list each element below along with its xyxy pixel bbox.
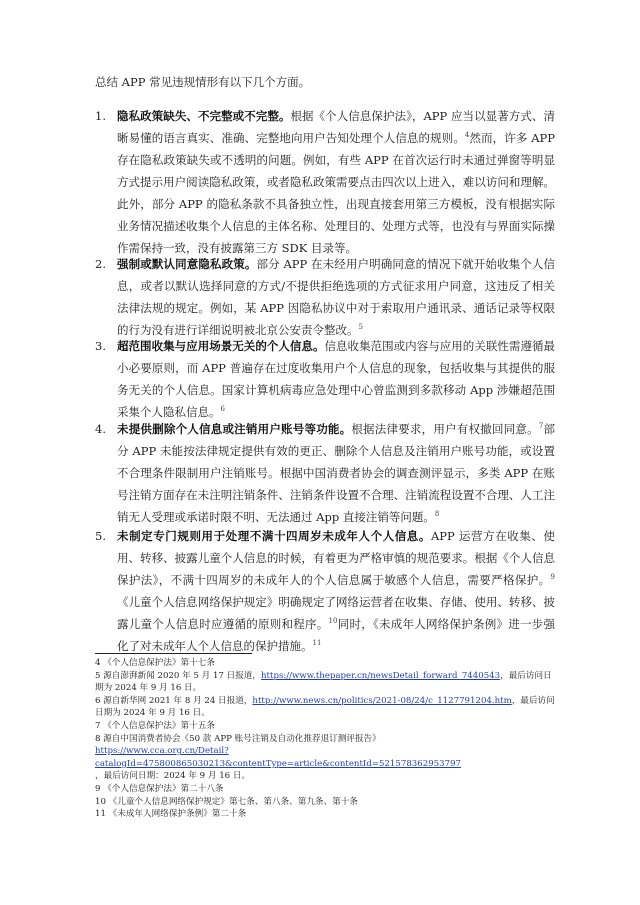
- item-heading: 未制定专门规则用于处理不满十四周岁未成年人个人信息。: [117, 529, 431, 543]
- footnote-text: 11 《未成年人网络保护条例》第二十条: [95, 809, 247, 820]
- footnotes: [95, 657, 555, 821]
- footnote-ref[interactable]: 6: [220, 405, 225, 414]
- item-heading: 隐私政策缺失、不完整或不完整。: [117, 109, 291, 123]
- footnote-text: 8 源自中国消费者协会《50 款 APP 账号注销及自动化推荐退订测评报告》: [95, 733, 381, 744]
- item-number: 5.: [95, 529, 106, 543]
- footnote-ref[interactable]: 4: [464, 131, 470, 140]
- footnote-text: 7 《个人信息保护法》第十五条: [95, 720, 215, 731]
- item-body: [117, 105, 555, 259]
- intro-paragraph: 总结 APP 常见违规情形有以下几个方面。: [95, 75, 311, 89]
- footnote: [95, 796, 555, 809]
- footnote-text: 9 《个人信息保护法》第二十八条: [95, 783, 224, 794]
- footnote: [95, 720, 555, 733]
- item-number: 1.: [95, 109, 106, 123]
- footnote: [95, 733, 555, 783]
- item-text: 部分 APP 在未经用户明确同意的情况下就开始收集个人信息，或者以默认选择同意的方式/不提供拒绝选项的方式征求用户同意，这违反了相关法律法规的规定。例如，某 APP 因隐私协议中对于索取用户通讯录、通话记录等权限的行为没有进行详细说明被北京公安责令整改。: [117, 257, 555, 337]
- item-heading: 未提供删除个人信息或注销用户账号等功能。: [117, 422, 352, 436]
- item-body: [117, 335, 555, 423]
- footnote-ref[interactable]: 9: [550, 573, 555, 582]
- footnote-ref[interactable]: 5: [358, 323, 363, 332]
- list-item: [95, 525, 555, 657]
- list-item: [95, 418, 555, 528]
- footnote: [95, 808, 555, 821]
- item-number: 4.: [95, 422, 106, 436]
- footnote: [95, 657, 555, 670]
- footnote-link[interactable]: https://www.thepaper.cn/newsDetail_forward_7440543: [261, 670, 501, 681]
- footnote-text: ，最后访问日期为 2024 年 9 月 16 日。: [95, 695, 555, 719]
- footnote-text: ，最后访问日期：2024 年 9 月 16 日。: [95, 771, 251, 782]
- footnote-link[interactable]: http://www.news.cn/politics/2021-08/24/c_1127791204.htm: [252, 695, 512, 706]
- item-text: 信息收集范围或内容与应用的关联性需遵循最小必要原则，而 APP 普遍存在过度收集用户个人信息的现象，包括收集与其提供的服务无关的个人信息。国家计算机病毒应急处理中心曾监测到多款移动 App 涉嫌超范围采集个人隐私信息。: [117, 339, 555, 419]
- footnote-text: ，最后访问日期为 2024 年 9 月 16 日。: [95, 670, 552, 694]
- footnote-divider: [95, 653, 252, 654]
- footnote: [95, 670, 555, 695]
- list-item: [95, 253, 555, 341]
- footnote: [95, 783, 555, 796]
- item-number: 2.: [95, 257, 106, 271]
- item-heading: 强制或默认同意隐私政策。: [117, 257, 257, 271]
- item-body: [117, 253, 555, 341]
- item-text: 根据《个人信息保护法》，APP 应当以显著方式、清晰易懂的语言真实、准确、完整地向用户告知处理个人信息的规则。: [117, 109, 556, 145]
- list-item: [95, 335, 555, 423]
- footnote-text: 5 源自澎湃新闻 2020 年 5 月 17 日报道，: [95, 670, 261, 681]
- footnote-ref[interactable]: 11: [312, 639, 322, 648]
- footnote-ref[interactable]: 8: [434, 510, 440, 519]
- footnote-link[interactable]: https://www.cca.org.cn/Detail?catalogId=475800865030213&contentType=article&contentId=521578362953797: [95, 746, 462, 769]
- footnote: [95, 695, 555, 720]
- item-text: APP 运营方在收集、使用、转移、披露儿童个人信息的时候，有着更为严格审慎的规范要求。根据《个人信息保护法》，不满十四周岁的未成年人的个人信息属于敏感个人信息，需要严格保护。: [117, 529, 556, 587]
- list-item: [95, 105, 555, 259]
- item-heading: 超范围收集与应用场景无关的个人信息。: [117, 339, 325, 353]
- footnote-text: 4 《个人信息保护法》第十七条: [95, 658, 215, 668]
- footnote-ref[interactable]: 7: [538, 422, 544, 431]
- item-text: 同时，《未成年人网络保护条例》进一步强化了对未成年人个人信息的保护措施。: [117, 617, 556, 653]
- item-text: 然而，许多 APP 存在隐私政策缺失或不透明的问题。例如，有些 APP 在首次运行时未通过弹窗等明显方式提示用户阅读隐私政策，或者隐私政策需要点击四次以上进入，难以访问和理解。此外，部分 APP 的隐私条款不具备独立性，出现直接套用第三方模板，没有根据实际业务情况描述收集个人信息的主体名称、处理目的、处理方式等，也没有与界面实际操作需保持一致，没有披露第三方 SDK 目录等。: [117, 131, 556, 255]
- item-text: 根据法律要求，用户有权撤回同意。: [351, 422, 539, 436]
- footnote-text: 6 源自新华网 2021 年 8 月 24 日报道，: [95, 695, 253, 706]
- item-text: 部分 APP 未能按法律规定提供有效的更正、删除个人信息及注销用户账号功能，或设置不合理条件限制用户注销账号。根据中国消费者协会的调查测评显示，多类 APP 在账号注销方面存在未注明注销条件、注销条件设置不合理、注销流程设置不合理、人工注销无人受理或承诺时限不明、无法通过 App 直接注销等问题。: [117, 422, 556, 524]
- item-body: [117, 418, 555, 528]
- footnote-text: 10 《儿童个人信息网络保护规定》第七条、第八条、第九条、第十条: [95, 796, 358, 807]
- item-number: 3.: [95, 339, 106, 353]
- item-body: [117, 525, 555, 657]
- item-text: 《儿童个人信息网络保护规定》明确规定了网络运营者在收集、存储、使用、转移、披露儿童个人信息时应遵循的原则和程序。: [117, 595, 555, 631]
- footnote-ref[interactable]: 10: [328, 617, 338, 626]
